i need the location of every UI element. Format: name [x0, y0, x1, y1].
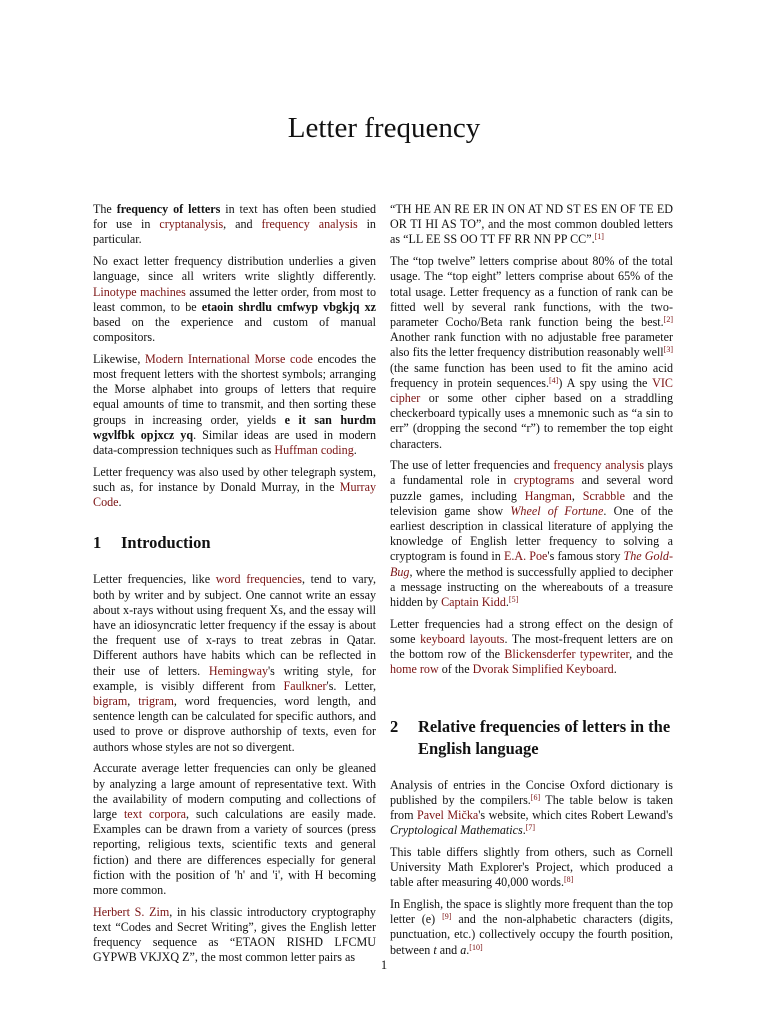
section-heading-relative-frequencies: [390, 716, 673, 760]
section-label: Introduction: [121, 533, 211, 553]
section-label: Relative frequencies of letters in the English language: [418, 716, 671, 758]
text: .: [505, 595, 509, 610]
bold-letter-order: etaoin shrdlu cmfwyp vbgkjq xz: [201, 299, 376, 314]
text: This table differs slightly from others, such as Cornell University Math Explorer's Project, which produced a table after measuring 40,000 words.: [390, 844, 673, 890]
text: No exact letter frequency distribution underlies a given language, since all writers write slightly differently.: [93, 254, 376, 284]
italic-letter-t: t: [433, 942, 437, 957]
paragraph-rank-functions: [390, 254, 673, 452]
reference-5[interactable]: [5]: [508, 595, 519, 605]
link-keyboard-layouts[interactable]: keyboard layouts: [420, 631, 505, 646]
paragraph-morse: [93, 352, 376, 458]
link-dvorak-keyboard[interactable]: Dvorak Simplified Keyboard: [472, 662, 614, 677]
text: .: [522, 823, 526, 838]
reference-8[interactable]: [8]: [563, 875, 574, 885]
text: “TH HE AN RE ER IN ON AT ND ST ES EN OF TE ED OR TI HI AS TO”, and the most common doubled letters as “LL EE SS OO TT FF RR NN PP CC”.: [390, 202, 673, 247]
link-blickensderfer-typewriter[interactable]: Blickensderfer typewriter: [504, 647, 630, 662]
page-number: 1: [380, 958, 388, 972]
text: (the same function has been used to fit the amino acid frequency in protein sequences.: [390, 360, 673, 390]
text: The table below is taken from: [390, 792, 673, 822]
text: in text has often been studied for use in: [93, 202, 376, 232]
text: plays a fundamental role in: [390, 458, 673, 488]
text: In English, the space is slightly more frequent than the top letter (e): [390, 897, 673, 927]
text: ,: [127, 693, 139, 708]
section-number: 2: [390, 716, 399, 736]
link-herbert-zim[interactable]: Herbert S. Zim: [93, 904, 170, 919]
text: and several word puzzle games, including: [390, 473, 673, 503]
link-trigram[interactable]: trigram: [138, 693, 174, 708]
text: of the: [438, 662, 473, 677]
text: Accurate average letter frequencies can only be gleaned by analyzing a large amount of representative text. With the availability of modern computing and collections of large: [93, 761, 376, 821]
text: Analysis of entries in the Concise Oxford dictionary is published by the compilers.: [390, 777, 673, 807]
link-the-gold-bug[interactable]: The Gold-Bug: [390, 549, 673, 579]
text: , and the: [629, 647, 673, 662]
text: The use of letter frequencies and: [390, 458, 554, 473]
text: assumed the letter order, from most to least common, to be: [93, 284, 377, 314]
text: . Similar ideas are used in modern data-compression techniques such as: [93, 427, 376, 458]
paragraph-accurate-frequencies: [93, 761, 376, 898]
text: , tend to vary, both by writer and by subject. One cannot write an essay about x-rays without using frequent Xs, and the essay will have an idiosyncratic letter frequency if the essay is about the frequent use of x-rays to treat zebras in Qatar. Different authors have habits which can be reflected in their use of letters.: [93, 572, 376, 678]
link-hangman[interactable]: Hangman: [524, 488, 572, 503]
text: . One of the earliest description in classical literature of applying the knowledge of English letter frequency to solving a cryptogram is found in: [390, 503, 673, 564]
paragraph-linotype: [93, 254, 376, 345]
paragraph-keyboards: [390, 617, 673, 678]
text: based on the experience and custom of manual compositors.: [93, 314, 376, 345]
paragraph-letter-pairs: [390, 202, 673, 248]
text: and the non-alphabetic characters (digits, punctuation, etc.) collectively occupy the fourth position, between: [390, 912, 674, 957]
link-home-row[interactable]: home row: [390, 662, 439, 677]
link-faulkner[interactable]: Faulkner: [283, 678, 327, 693]
reference-10[interactable]: [10]: [469, 942, 483, 952]
paragraph-intro-definition: [93, 202, 376, 248]
link-huffman-coding[interactable]: Huffman coding: [274, 443, 354, 458]
reference-3[interactable]: [3]: [663, 345, 673, 355]
text: ) A spy using the: [558, 375, 653, 390]
text: Letter frequencies had a strong effect on the design of some: [390, 616, 673, 646]
link-cryptanalysis[interactable]: cryptanalysis: [159, 217, 224, 232]
text: .: [353, 443, 357, 458]
text: 's website, which cites Robert Lewand's: [478, 808, 673, 822]
link-bigram[interactable]: bigram: [93, 693, 128, 708]
reference-2[interactable]: [2]: [663, 314, 673, 324]
right-column: [390, 202, 673, 964]
text: Letter frequencies, like: [93, 572, 216, 587]
link-captain-kidd[interactable]: Captain Kidd: [441, 595, 506, 610]
text: and: [436, 942, 461, 957]
text: . The most-frequent letters are on the bottom row of the: [390, 631, 673, 662]
text: Likewise,: [93, 351, 146, 366]
text: and the television game show: [390, 488, 674, 518]
link-cryptograms[interactable]: cryptograms: [513, 473, 575, 488]
italic-letter-a: a: [460, 942, 467, 957]
text: , where the method is successfully applied to decipher a message instructing on the whereabouts of a treasure hidden by: [390, 564, 673, 610]
text: ,: [571, 488, 583, 503]
left-column: [93, 202, 376, 972]
italic-book-title: Cryptological Mathematics: [390, 823, 523, 838]
text: 's writing style, for example, is visibly different from: [93, 663, 376, 693]
reference-7[interactable]: [7]: [525, 823, 536, 833]
link-vic-cipher[interactable]: VIC cipher: [390, 375, 673, 405]
bold-morse-order: e it san hurdm wgvlfbk opjxcz yq: [93, 412, 376, 442]
link-ea-poe[interactable]: E.A. Poe: [503, 549, 548, 564]
reference-9[interactable]: [9]: [442, 912, 452, 922]
text: in particular.: [93, 217, 376, 247]
link-scrabble[interactable]: Scrabble: [582, 488, 626, 503]
link-word-frequencies[interactable]: word frequencies: [215, 572, 302, 587]
link-murray-code[interactable]: Murray Code: [93, 479, 376, 510]
link-pavel-micka[interactable]: Pavel Mička: [417, 808, 479, 822]
paragraph-zim: [93, 905, 376, 966]
text: The: [93, 202, 117, 216]
page-title: Letter frequency: [287, 112, 481, 144]
paragraph-telegraph: [93, 465, 376, 511]
text: .: [613, 662, 617, 677]
paragraph-cornell: [390, 845, 673, 891]
paragraph-space-frequency: [390, 897, 673, 958]
link-frequency-analysis[interactable]: frequency analysis: [261, 217, 358, 232]
text: Another rank function with no adjustable free parameter also fits the letter frequency distribution reasonably well: [390, 330, 673, 360]
text: 's famous story: [547, 549, 624, 564]
paragraph-games: [390, 458, 673, 610]
text: , and: [223, 217, 262, 232]
text: , word frequencies, word length, and sentence length can be calculated for specific authors, and used to prove or disprove authorship of texts, even for authors whose styles are not so divergent.: [93, 693, 377, 754]
text: or some other cipher based on a straddling checkerboard typically uses a mnemonic such as “a sin to err” (dropping the second “r”) to remember the top eight characters.: [390, 390, 673, 451]
text: , such calculations are easily made. Examples can be drawn from a variety of sources (press reporting, religious texts, scientific texts and general fiction) and there are differences especially for general fiction with the position of 'h' and 'i', with H becoming more common.: [93, 806, 376, 897]
reference-1[interactable]: [1]: [594, 232, 604, 242]
paragraph-authors: [93, 572, 376, 754]
reference-6[interactable]: [6]: [530, 792, 541, 802]
section-number: 1: [93, 533, 102, 553]
text: Letter frequency was also used by other telegraph system, such as, for instance by Donald Murray, in the: [93, 464, 376, 494]
link-wheel-of-fortune[interactable]: Wheel of Fortune: [510, 503, 604, 518]
paragraph-oxford: [390, 778, 673, 839]
text: encodes the most frequent letters with the shortest symbols; arranging the Morse alphabet into groups of letters that require equal amounts of time to transmit, and then sorting these groups in increasing order, yields: [93, 351, 376, 427]
text: , in his classic introductory cryptography text “Codes and Secret Writing”, gives the English letter frequency sequence as “ETAON RISHD LFCMU GYPWB VKJXQ Z”, the most common letter pairs as: [93, 904, 376, 965]
link-linotype-machines[interactable]: Linotype machines: [93, 284, 186, 299]
reference-4[interactable]: [4]: [548, 375, 559, 385]
text: 's. Letter,: [326, 678, 376, 693]
link-text-corpora[interactable]: text corpora: [123, 806, 186, 821]
link-frequency-analysis-2[interactable]: frequency analysis: [553, 458, 645, 473]
text: .: [466, 942, 470, 957]
bold-term: frequency of letters: [116, 202, 221, 216]
text: The “top twelve” letters comprise about 80% of the total usage. The “top eight” letters comprise about 65% of the total usage. Letter frequency as a function of rank can be fitted well by several rank functions, with the two-parameter Cocho/Beta rank function being the best.: [390, 254, 673, 329]
link-hemingway[interactable]: Hemingway: [208, 663, 268, 678]
text: .: [118, 495, 122, 510]
section-heading-introduction: [93, 532, 376, 554]
link-morse-code[interactable]: Modern International Morse code: [145, 351, 313, 366]
